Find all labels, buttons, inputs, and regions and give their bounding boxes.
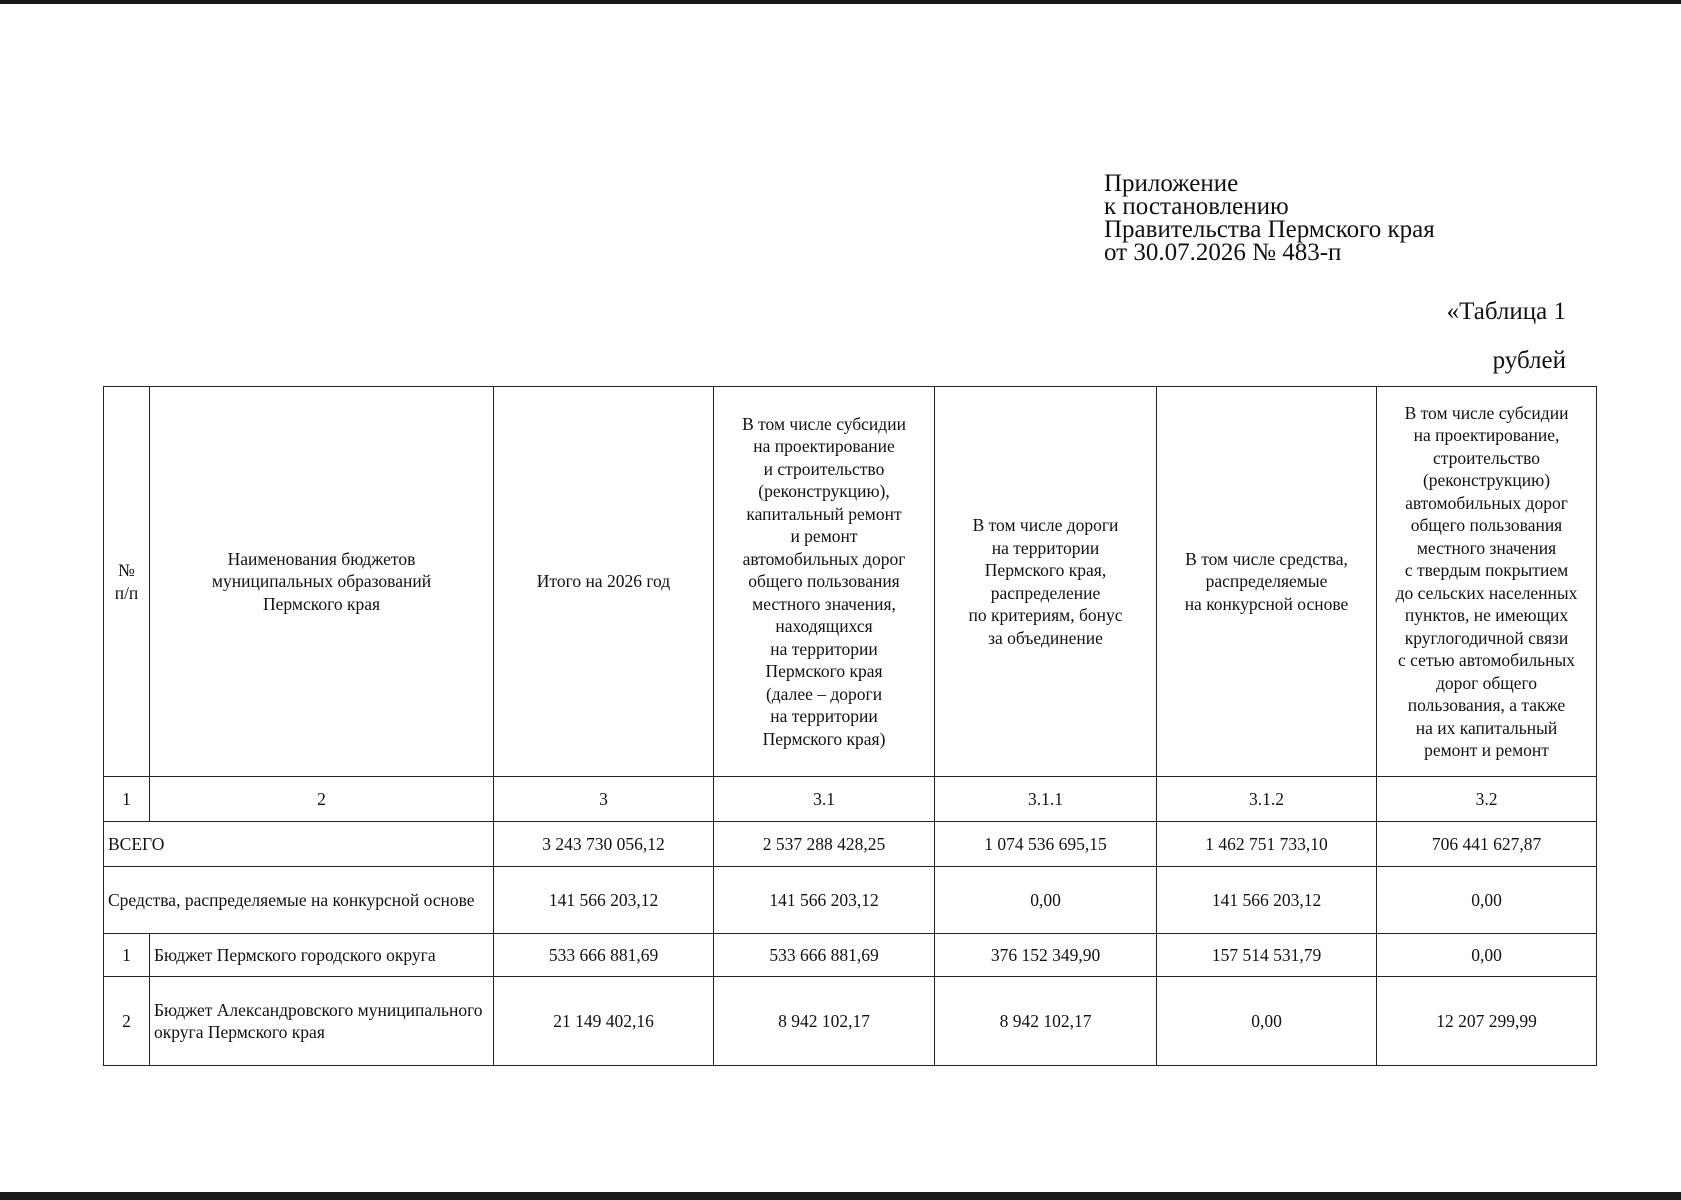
approval-line-4: от 30.07.2026 № 483-п <box>1104 239 1342 266</box>
header-row <box>104 387 1597 777</box>
competitive-label: Средства, распределяемые на конкурсной основе <box>104 867 494 934</box>
scan-edge-bottom <box>0 1192 1681 1200</box>
table-row <box>104 977 1597 1066</box>
approval-line-1: Приложение <box>1104 170 1239 197</box>
competitive-c32: 0,00 <box>1377 867 1597 934</box>
competitive-row <box>104 867 1597 934</box>
header-total: Итого на 2026 год <box>494 387 714 777</box>
row-num: 2 <box>104 977 150 1066</box>
row-total: 21 149 402,16 <box>494 977 714 1066</box>
competitive-c312: 141 566 203,12 <box>1157 867 1377 934</box>
approval-line-3: Правительства Пермского края <box>1104 216 1435 243</box>
table-title: «Таблица 1 <box>1446 298 1566 325</box>
header-c311: В том числе дороги на территории Пермского края, распределение по критериям, бонус за объединение <box>935 387 1157 777</box>
approval-line-2: к постановлению <box>1104 193 1289 220</box>
header-c32: В том числе субсидии на проектирование, строительство (реконструкцию) автомобильных дорог общего пользования местного значения с твердым покрытием до сельских населенных пунктов, не имеющих круглогодичной связи с сетью автомобильных дорог общего пользования, а также на их капитальный ремонт и ремонт <box>1377 387 1597 777</box>
row-c312: 157 514 531,79 <box>1157 934 1377 977</box>
total-c32: 706 441 627,87 <box>1377 822 1597 867</box>
header-c312: В том числе средства, распределяемые на конкурсной основе <box>1157 387 1377 777</box>
header-c31: В том числе субсидии на проектирование и строительство (реконструкцию), капитальный ремонт и ремонт автомобильных дорог общего пользования местного значения, находящихся на территории Пермского края (далее – дороги на территории Пермского края) <box>714 387 935 777</box>
row-c32: 0,00 <box>1377 934 1597 977</box>
competitive-total: 141 566 203,12 <box>494 867 714 934</box>
total-label: ВСЕГО <box>104 822 494 867</box>
row-num: 1 <box>104 934 150 977</box>
row-c32: 12 207 299,99 <box>1377 977 1597 1066</box>
colnum-3-1-2: 3.1.2 <box>1157 777 1377 822</box>
column-number-row <box>104 777 1597 822</box>
header-num: № п/п <box>104 387 150 777</box>
total-c312: 1 462 751 733,10 <box>1157 822 1377 867</box>
header-name: Наименования бюджетов муниципальных образований Пермского края <box>150 387 494 777</box>
row-name: Бюджет Пермского городского округа <box>150 934 494 977</box>
colnum-3-1: 3.1 <box>714 777 935 822</box>
row-total: 533 666 881,69 <box>494 934 714 977</box>
colnum-1: 1 <box>104 777 150 822</box>
total-c31: 2 537 288 428,25 <box>714 822 935 867</box>
total-total: 3 243 730 056,12 <box>494 822 714 867</box>
subsidy-table <box>103 386 1597 1066</box>
units-label: рублей <box>1492 347 1566 374</box>
row-c311: 376 152 349,90 <box>935 934 1157 977</box>
colnum-3-2: 3.2 <box>1377 777 1597 822</box>
row-c312: 0,00 <box>1157 977 1377 1066</box>
row-c31: 8 942 102,17 <box>714 977 935 1066</box>
competitive-c311: 0,00 <box>935 867 1157 934</box>
row-c311: 8 942 102,17 <box>935 977 1157 1066</box>
approval-block <box>1104 172 1435 264</box>
row-c31: 533 666 881,69 <box>714 934 935 977</box>
colnum-3: 3 <box>494 777 714 822</box>
total-row <box>104 822 1597 867</box>
scan-edge-top <box>0 0 1681 4</box>
competitive-c31: 141 566 203,12 <box>714 867 935 934</box>
total-c311: 1 074 536 695,15 <box>935 822 1157 867</box>
colnum-3-1-1: 3.1.1 <box>935 777 1157 822</box>
row-name: Бюджет Александровского муниципального округа Пермского края <box>150 977 494 1066</box>
colnum-2: 2 <box>150 777 494 822</box>
table-row <box>104 934 1597 977</box>
